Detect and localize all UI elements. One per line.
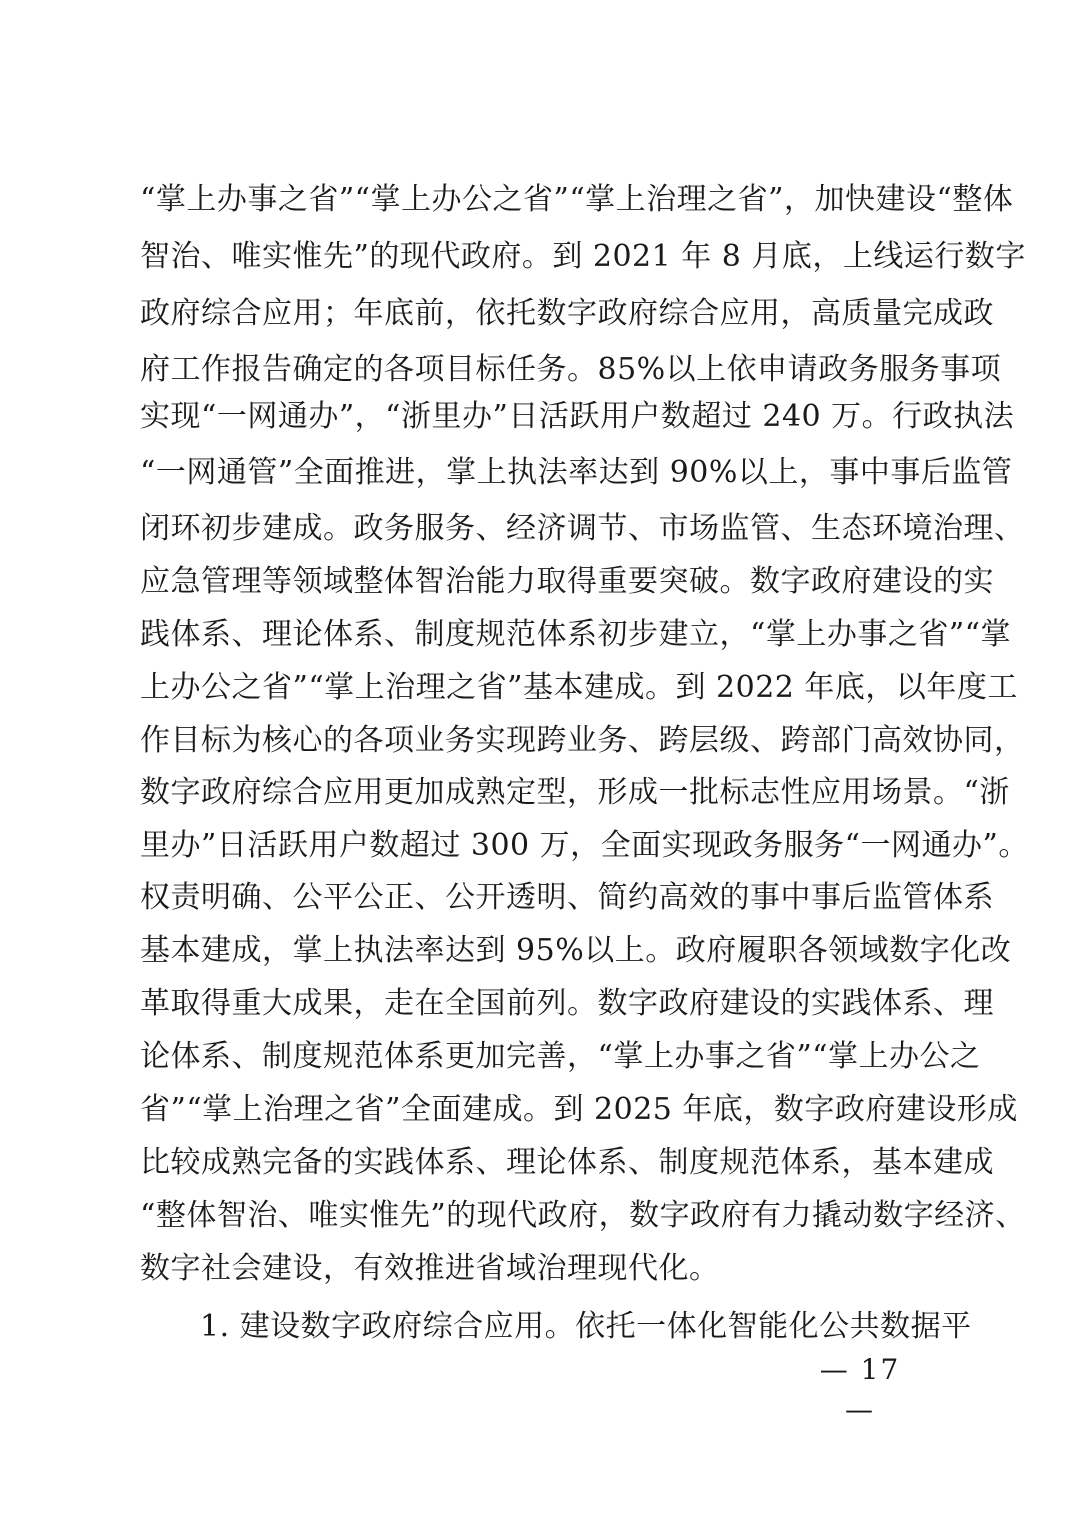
body-text-line: 比较成熟完备的实践体系、理论体系、制度规范体系，基本建成 [140,1145,994,1180]
body-text-line: 府工作报告确定的各项目标任务。85%以上依申请政务服务事项 [140,352,1002,387]
body-text-line: 应急管理等领域整体智治能力取得重要突破。数字政府建设的实 [140,564,994,599]
page-number: — 17 — [819,1353,901,1426]
body-text-line: 作目标为核心的各项业务实现跨业务、跨层级、跨部门高效协同， [140,723,1025,758]
body-text-line: 践体系、理论体系、制度规范体系初步建立，“掌上办事之省”“掌 [140,617,1012,652]
body-text-line: “一网通管”全面推进，掌上执法率达到 90%以上，事中事后监管 [140,455,1013,490]
body-text-line: 基本建成，掌上执法率达到 95%以上。政府履职各领域数字化改 [140,933,1012,968]
body-text-line: 权责明确、公平公正、公开透明、简约高效的事中事后监管体系 [140,880,994,915]
body-text-line: 论体系、制度规范体系更加完善，“掌上办事之省”“掌上办公之 [140,1039,981,1074]
body-text-line: 智治、唯实惟先”的现代政府。到 2021 年 8 月底，上线运行数字 [140,239,1026,274]
body-text-line: 上办公之省”“掌上治理之省”基本建成。到 2022 年底，以年度工 [140,670,1018,705]
body-text-line: 里办”日活跃用户数超过 300 万，全面实现政务服务“一网通办”。 [140,828,1029,863]
body-text-line: 革取得重大成果，走在全国前列。数字政府建设的实践体系、理 [140,986,994,1021]
body-text-line: 政府综合应用；年底前，依托数字政府综合应用，高质量完成政 [140,296,994,331]
body-text-line: 闭环初步建成。政务服务、经济调节、市场监管、生态环境治理、 [140,511,1025,546]
body-text-line: 实现“一网通办”，“浙里办”日活跃用户数超过 240 万。行政执法 [140,399,1015,434]
body-text-line: 省”“掌上治理之省”全面建成。到 2025 年底，数字政府建设形成 [140,1092,1018,1127]
body-text-line: “掌上办事之省”“掌上办公之省”“掌上治理之省”，加快建设“整体 [140,182,1014,217]
next-paragraph-line: 1. 建设数字政府综合应用。依托一体化智能化公共数据平 [200,1309,972,1344]
body-text-line: 数字政府综合应用更加成熟定型，形成一批标志性应用场景。“浙 [140,775,1010,810]
body-text-line: 数字社会建设，有效推进省域治理现代化。 [140,1251,720,1286]
body-text-line: “整体智治、唯实惟先”的现代政府，数字政府有力撬动数字经济、 [140,1198,1026,1233]
